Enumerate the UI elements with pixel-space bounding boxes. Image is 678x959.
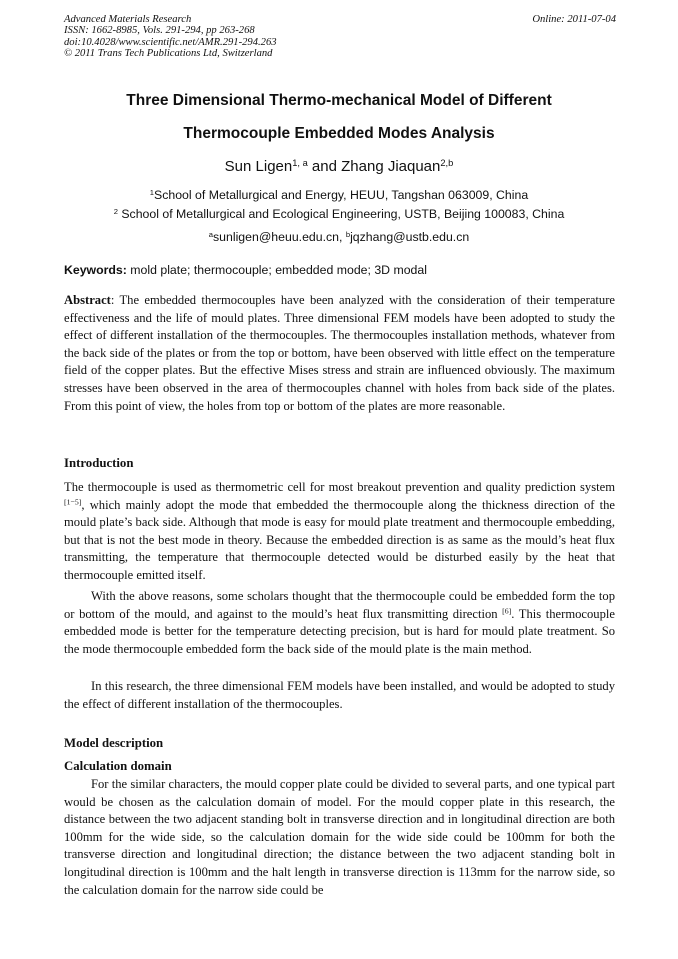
email-a: sunligen@heuu.edu.cn,: [213, 230, 346, 244]
keywords: [64, 263, 616, 277]
running-header: [64, 14, 616, 60]
abstract-label: Abstract: [64, 293, 111, 307]
keywords-label: Keywords:: [64, 263, 127, 277]
paper-title-line-2: Thermocouple Embedded Modes Analysis: [183, 125, 495, 142]
issn-line: ISSN: 1662-8985, Vols. 291-294, pp 263-268: [64, 25, 255, 37]
introduction-paragraph-1: [64, 479, 615, 585]
journal-name: Advanced Materials Research: [64, 14, 192, 25]
intro-p1-text-b: , which mainly adopt the mode that embedded the thermocouple along the thickness direction of the mould plate’s back side. Although that mode is easy for mould plate treatment and thermocouple embedding, but that is not the best mode in theory. Because the embedded direction is as same as the mould’s heat flux transmitting, the temperature that thermocouple detected would be disturbed easily by the heat that thermocouple emitted itself.: [64, 497, 615, 582]
author-line: [64, 158, 614, 175]
affiliation-2-mark: 2: [113, 206, 118, 216]
affiliation-1-text: School of Metallurgical and Energy, HEUU, Tangshan 063009, China: [154, 188, 529, 202]
abstract: [64, 292, 615, 415]
model-description-heading: Model description: [64, 736, 164, 750]
abstract-text: : The embedded thermocouples have been analyzed with the consideration of their temperature effectiveness and the life of mould plates. Three dimensional FEM models have been adopted to study the effect of different installation of the thermocouples. The thermocouples installation methods, whatever from the back side of the plates or from the top or bottom, have been observed with little effect on the temperature field of the copper plates. But the effective Mises stress and strain are influenced obviously. The maximum stresses have been observed in the area of thermocouples channel with holes from back side of the plates. From this point of view, the holes from top or bottom of the plates are more reasonable.: [64, 293, 615, 413]
author-1-affiliation: 1, a: [292, 157, 308, 168]
intro-p1-text-a: The thermocouple is used as thermometric cell for most breakout prevention and quality prediction system: [64, 480, 615, 494]
author-emails: [64, 230, 614, 244]
citation-6: [6]: [502, 606, 512, 616]
calculation-domain-heading: Calculation domain: [64, 759, 172, 773]
introduction-paragraph-3: In this research, the three dimensional FEM models have been installed, and would be adopted to study the effect of different installation of the thermocouples.: [64, 679, 615, 711]
author-1: Sun Ligen: [224, 158, 293, 175]
author-2-affiliation: 2,b: [440, 157, 454, 168]
calculation-domain-paragraph: For the similar characters, the mould copper plate could be divided to several parts, and one typical part would be chosen as the calculation domain of model. For the mould copper plate in this research, the distance between the two adjacent standing bolt in transverse direction and in longitudinal direction are both 100mm for the wide side, so the calculation domain for the wide side could be 100mm for both the transverse direction and longitudinal direction; the distance between the two adjacent standing bolt in longitudinal direction is 100mm and the halt length in transverse direction is 113mm for the narrow side, so the calculation domain for the narrow side could be: [64, 777, 615, 897]
citation-1-5: [1−5]: [64, 497, 82, 507]
copyright-line: © 2011 Trans Tech Publications Ltd, Switzerland: [64, 48, 273, 60]
author-2: Zhang Jiaquan: [341, 158, 441, 175]
paper-title-line-1: Three Dimensional Thermo-mechanical Model of Different: [126, 92, 552, 109]
introduction-heading: Introduction: [64, 456, 134, 470]
doi-line: doi:10.4028/www.scientific.net/AMR.291-294.263: [64, 36, 277, 48]
email-b: jqzhang@ustb.edu.cn: [350, 230, 470, 244]
affiliation-1-mark: 1: [149, 187, 155, 197]
email-b-mark: b: [345, 229, 351, 239]
affiliation-1: [64, 188, 614, 202]
intro-p2-text-b: . This thermocouple embedded mode is better for the temperature detecting precision, but is hard for mould plate treatment. So the mode thermocouple embedded form the back side of the mould plate is the main method.: [64, 606, 615, 656]
intro-p2-text-a: With the above reasons, some scholars thought that the thermocouple could be embedded form the top or bottom of the mould, and against to the mould’s heat flux transmitting direction: [64, 589, 615, 621]
online-date: Online: 2011-07-04: [532, 14, 616, 25]
introduction-paragraph-2: [64, 588, 615, 658]
keywords-text: mold plate; thermocouple; embedded mode; 3D modal: [126, 263, 427, 277]
affiliation-2-text: School of Metallurgical and Ecological Engineering, USTB, Beijing 100083, China: [117, 207, 565, 221]
affiliation-2: [64, 207, 614, 221]
email-a-mark: a: [208, 229, 214, 239]
author-conjunction: and: [307, 158, 342, 175]
